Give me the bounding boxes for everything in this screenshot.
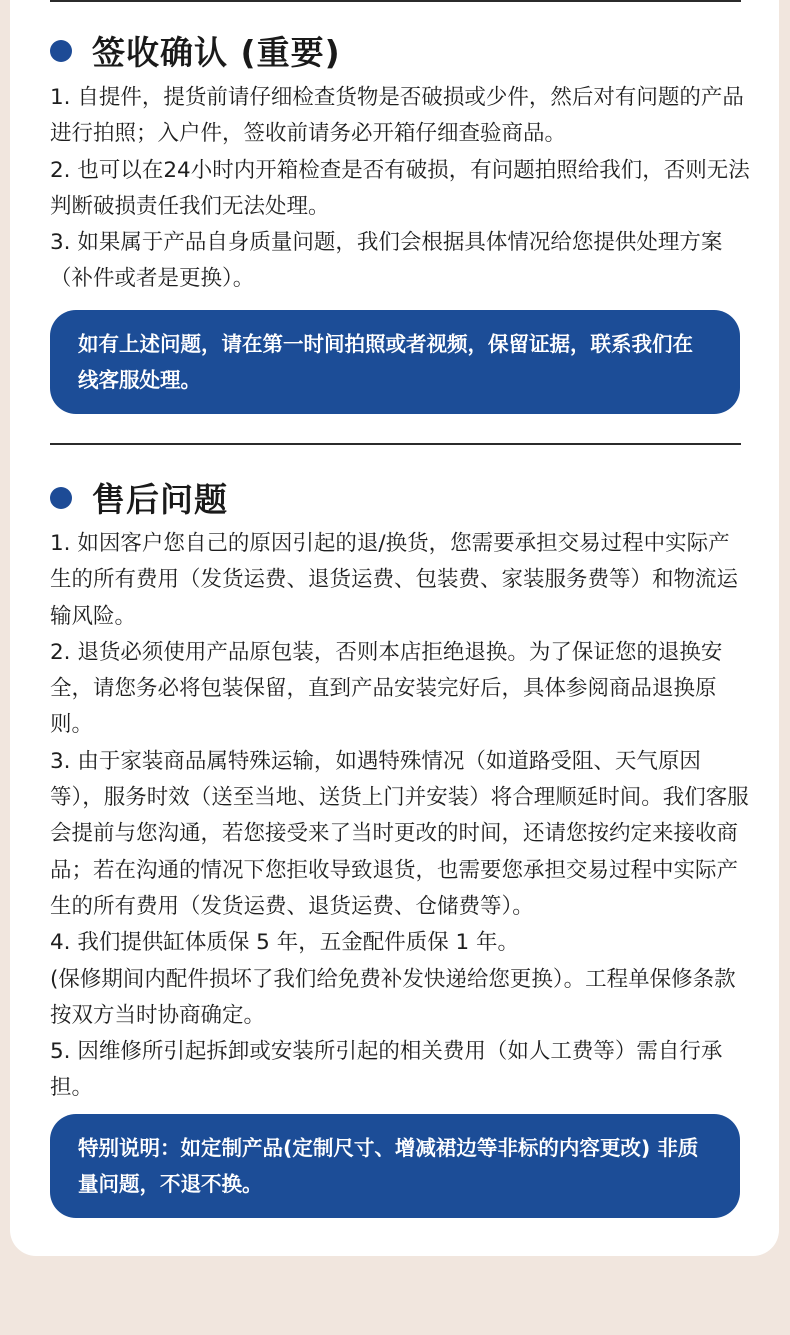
section-sign-confirm-header xyxy=(50,27,341,74)
section-after-sales-header xyxy=(50,474,228,521)
notice-text: 特别说明：如定制产品(定制尺寸、增减裙边等非标的内容更改) 非质量问题，不退不换。 xyxy=(78,1136,699,1196)
bullet-dot-icon xyxy=(50,40,72,62)
list-item: (保修期间内配件损坏了我们给免费补发快递给您更换）。工程单保修条款按双方当时协商确定。 xyxy=(50,966,736,1028)
list-item: 1. 如因客户您自己的原因引起的退/换货，您需要承担交易过程中实际产生的所有费用（发货运费、退货运费、包装费、家装服务费等）和物流运输风险。 xyxy=(50,531,739,629)
section-title: 售后问题 xyxy=(92,480,228,519)
top-divider xyxy=(50,0,741,2)
list-item: 4. 我们提供缸体质保 5 年，五金配件质保 1 年。 xyxy=(50,930,520,956)
section-divider xyxy=(50,443,741,445)
notice-text: 如有上述问题，请在第一时间拍照或者视频，保留证据，联系我们在线客服处理。 xyxy=(78,332,693,392)
list-item: 3. 由于家装商品属特殊运输，如遇特殊情况（如道路受阻、天气原因等），服务时效（送至当地、送货上门并安装）将合理顺延时间。我们客服会提前与您沟通，若您接受来了当时更改的时间，还请您按约定来接收商品；若在沟通的情况下您拒收导致退货，也需要您承担交易过程中实际产生的所有费用（发货运费、退货运费、仓储费等）。 xyxy=(50,748,749,919)
list-item: 1. 自提件，提货前请仔细检查货物是否破损或少件，然后对有问题的产品进行拍照；入户件，签收前请务必开箱仔细查验商品。 xyxy=(50,85,744,147)
list-item: 5. 因维修所引起拆卸或安装所引起的相关费用（如人工费等）需自行承担。 xyxy=(50,1039,723,1101)
section-title: 签收确认 (重要) xyxy=(92,33,341,72)
sign-confirm-list xyxy=(50,80,750,298)
list-item: 3. 如果属于产品自身质量问题，我们会根据具体情况给您提供处理方案（补件或者是更换）。 xyxy=(50,230,723,292)
special-notice-box xyxy=(50,1114,740,1218)
bullet-dot-icon xyxy=(50,487,72,509)
contact-notice-box xyxy=(50,310,740,414)
after-sales-list xyxy=(50,526,750,1107)
list-item: 2. 退货必须使用产品原包装，否则本店拒绝退换。为了保证您的退换安全，请您务必将包装保留，直到产品安装完好后，具体参阅商品退换原则。 xyxy=(50,639,723,738)
list-item: 2. 也可以在24小时内开箱检查是否有破损，有问题拍照给我们，否则无法判断破损责任我们无法处理。 xyxy=(50,157,750,219)
